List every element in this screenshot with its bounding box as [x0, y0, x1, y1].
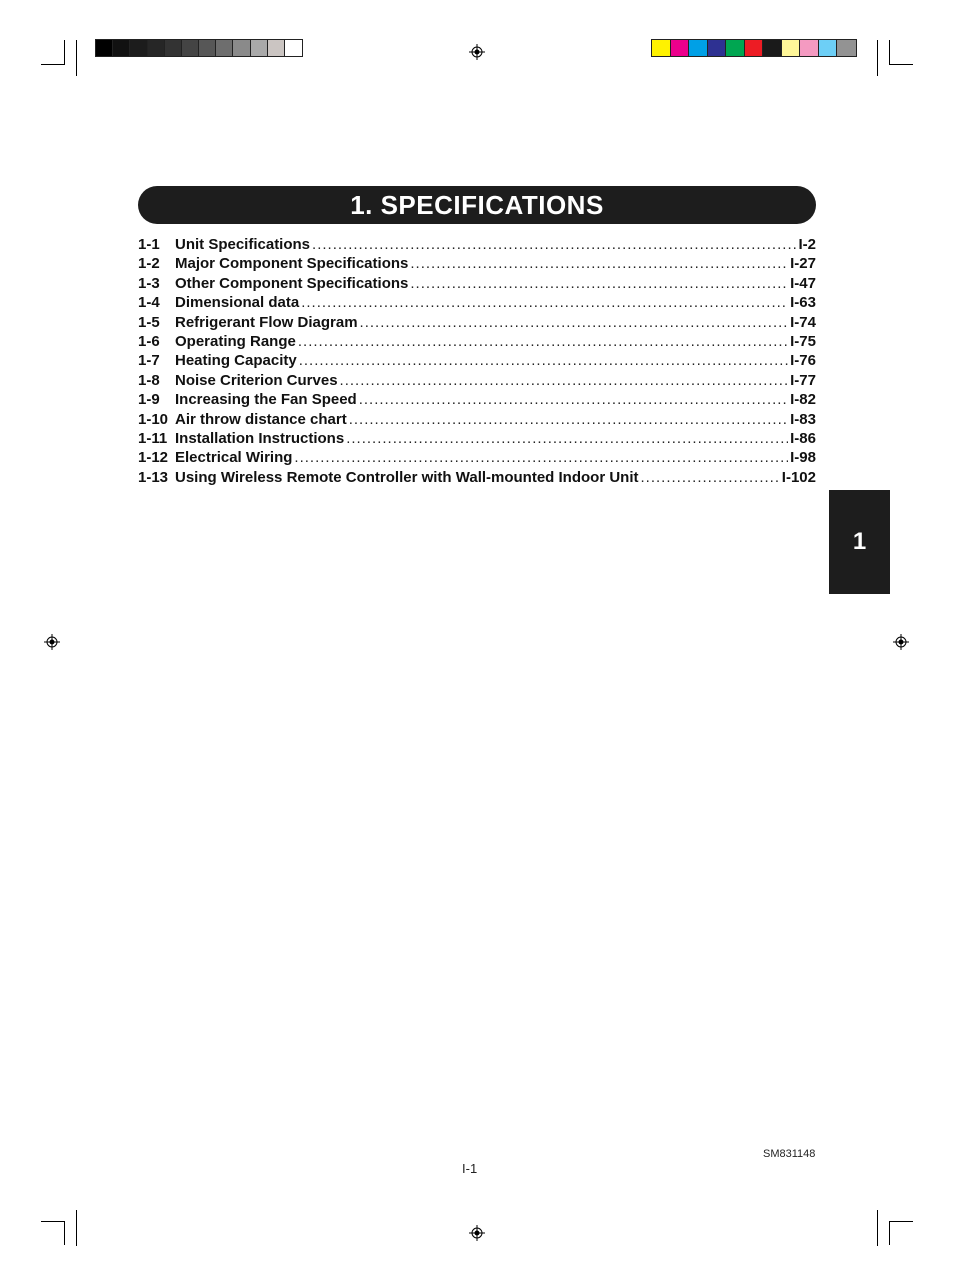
toc-entry-page: I-47 [790, 274, 816, 292]
toc-leader-dots [340, 372, 789, 389]
color-swatch [216, 40, 233, 56]
crop-mark [76, 40, 77, 76]
page-title: 1. SPECIFICATIONS [350, 189, 604, 220]
crop-mark [877, 1210, 878, 1246]
toc-entry-title: Using Wireless Remote Controller with Wall-mounted Indoor Unit [175, 468, 639, 486]
toc-entry-number: 1-4 [138, 294, 160, 312]
toc-entry-page: I-77 [790, 371, 816, 389]
crop-mark [889, 40, 890, 64]
color-swatch [652, 40, 671, 56]
toc-entry-number: 1-12 [138, 449, 169, 467]
color-swatch [726, 40, 745, 56]
crop-mark [889, 1221, 890, 1245]
toc-entry-page: I-83 [790, 410, 816, 428]
toc-entry-title: Heating Capacity [175, 352, 297, 370]
toc-entry[interactable] [138, 333, 816, 352]
chapter-number: 1 [852, 528, 867, 555]
toc-leader-dots [410, 255, 788, 272]
process-color-bar [651, 39, 857, 57]
color-swatch [130, 40, 147, 56]
registration-mark-icon [469, 1225, 485, 1241]
gray-scale-bar [95, 39, 303, 57]
toc-entry-title: Unit Specifications [175, 236, 311, 253]
toc-entry-number: 1-10 [138, 410, 169, 428]
color-swatch [819, 40, 838, 56]
color-swatch [708, 40, 727, 56]
toc-entry[interactable] [138, 255, 816, 274]
toc-entry-number: 1-1 [138, 236, 160, 253]
toc-entry-number: 1-13 [138, 468, 169, 486]
toc-entry[interactable] [138, 411, 816, 430]
toc-entry-page: I-82 [790, 391, 816, 409]
toc-leader-dots [349, 411, 788, 428]
toc-entry-page: I-2 [798, 236, 816, 253]
toc-entry-number: 1-9 [138, 391, 160, 409]
crop-mark [76, 1210, 77, 1246]
document-code: SM831148 [763, 1148, 816, 1160]
toc-entry-number: 1-11 [138, 429, 168, 447]
color-swatch [113, 40, 130, 56]
toc-entry[interactable] [138, 314, 816, 333]
color-swatch [671, 40, 690, 56]
toc-leader-dots [301, 294, 788, 311]
chapter-title-banner [138, 186, 816, 224]
toc-entry-page: I-74 [790, 313, 816, 331]
registration-mark-icon [893, 634, 909, 650]
toc-entry-number: 1-3 [138, 274, 160, 292]
toc-leader-dots [312, 236, 796, 253]
color-swatch [96, 40, 113, 56]
color-swatch [763, 40, 782, 56]
toc-entry[interactable] [138, 469, 816, 488]
toc-leader-dots [299, 352, 788, 369]
table-of-contents [138, 236, 816, 488]
toc-entry-number: 1-6 [138, 332, 160, 350]
toc-leader-dots [298, 333, 788, 350]
crop-mark [41, 1221, 65, 1222]
toc-entry[interactable] [138, 352, 816, 371]
toc-entry-title: Electrical Wiring [175, 449, 293, 467]
color-swatch [165, 40, 182, 56]
toc-leader-dots [410, 275, 788, 292]
color-swatch [199, 40, 216, 56]
toc-entry[interactable] [138, 275, 816, 294]
chapter-tab [829, 490, 890, 594]
toc-entry-title: Refrigerant Flow Diagram [175, 313, 358, 331]
color-swatch [268, 40, 285, 56]
crop-mark [877, 40, 878, 76]
crop-mark [64, 40, 65, 64]
toc-entry-title: Operating Range [175, 332, 296, 350]
registration-mark-icon [469, 44, 485, 60]
toc-entry[interactable] [138, 430, 816, 449]
toc-entry[interactable] [138, 294, 816, 313]
toc-entry-title: Dimensional data [175, 294, 300, 312]
toc-entry-page: I-75 [790, 332, 816, 350]
toc-entry[interactable] [138, 372, 816, 391]
color-swatch [837, 40, 856, 56]
registration-mark-icon [44, 634, 60, 650]
color-swatch [689, 40, 708, 56]
color-swatch [182, 40, 199, 56]
toc-leader-dots [359, 391, 788, 408]
toc-entry-number: 1-2 [138, 255, 160, 273]
toc-entry-number: 1-7 [138, 352, 160, 370]
toc-entry-title: Major Component Specifications [175, 255, 409, 273]
toc-entry-page: I-98 [790, 449, 816, 467]
toc-leader-dots [346, 430, 788, 447]
toc-leader-dots [641, 469, 780, 486]
toc-entry[interactable] [138, 449, 816, 468]
toc-entry-title: Installation Instructions [175, 429, 345, 447]
toc-entry-page: I-76 [790, 352, 816, 370]
toc-entry-title: Increasing the Fan Speed [175, 391, 357, 409]
toc-entry[interactable] [138, 391, 816, 410]
color-swatch [782, 40, 801, 56]
toc-leader-dots [360, 314, 789, 331]
color-swatch [233, 40, 250, 56]
color-swatch [285, 40, 302, 56]
color-swatch [251, 40, 268, 56]
crop-mark [41, 64, 65, 65]
toc-entry-number: 1-8 [138, 371, 160, 389]
crop-mark [64, 1221, 65, 1245]
toc-entry-page: I-27 [790, 255, 816, 273]
toc-entry-page: I-102 [781, 468, 816, 486]
toc-leader-dots [294, 449, 788, 466]
page-number: I-1 [462, 1161, 478, 1176]
toc-entry-page: I-63 [790, 294, 816, 312]
color-swatch [148, 40, 165, 56]
toc-entry-page: I-86 [790, 429, 816, 447]
toc-entry-number: 1-5 [138, 313, 160, 331]
color-swatch [745, 40, 764, 56]
color-swatch [800, 40, 819, 56]
toc-entry-title: Other Component Specifications [175, 274, 409, 292]
toc-entry-title: Air throw distance chart [175, 410, 347, 428]
toc-entry[interactable] [138, 236, 816, 255]
crop-mark [889, 64, 913, 65]
crop-mark [889, 1221, 913, 1222]
toc-entry-title: Noise Criterion Curves [175, 371, 338, 389]
